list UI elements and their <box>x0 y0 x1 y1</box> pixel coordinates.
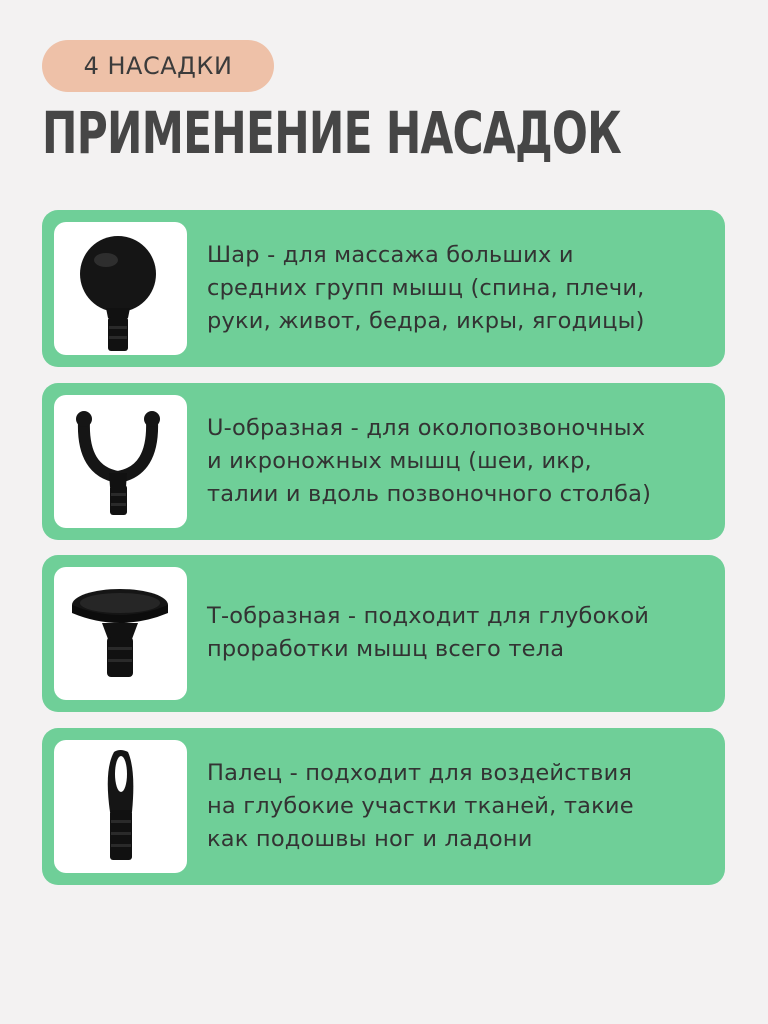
u-shaped-attachment-icon <box>54 395 187 528</box>
description-line: как подошвы ног и ладони <box>207 826 533 852</box>
finger-attachment-icon <box>54 740 187 873</box>
flat-t-shaped-attachment-icon <box>54 567 187 700</box>
page-title: ПРИМЕНЕНИЕ НАСАДОК <box>42 99 622 167</box>
attachment-card-ball <box>42 210 725 367</box>
attachment-description <box>207 600 705 666</box>
attachment-description <box>207 239 705 338</box>
description-line: Т-образная - подходит для глубокой <box>207 603 650 629</box>
description-line: талии и вдоль позвоночного столба) <box>207 481 652 507</box>
description-line: средних групп мышц (спина, плечи, <box>207 275 645 301</box>
attachment-card-t-shaped <box>42 555 725 712</box>
attachment-image-frame <box>54 222 187 355</box>
description-line: проработки мышц всего тела <box>207 636 565 662</box>
attachment-card-finger <box>42 728 725 885</box>
attachment-image-frame <box>54 567 187 700</box>
ball-head-attachment-icon <box>54 222 187 355</box>
description-line: на глубокие участки тканей, такие <box>207 793 634 819</box>
attachment-image-frame <box>54 395 187 528</box>
attachments-count-badge <box>42 40 274 92</box>
description-line: руки, живот, бедра, икры, ягодицы) <box>207 308 645 334</box>
attachment-image-frame <box>54 740 187 873</box>
attachment-description <box>207 412 705 511</box>
attachment-card-u-shaped <box>42 383 725 540</box>
description-line: U-образная - для околопозвоночных <box>207 415 646 441</box>
description-line: Шар - для массажа больших и <box>207 242 574 268</box>
description-line: Палец - подходит для воздействия <box>207 760 633 786</box>
attachment-description <box>207 757 705 856</box>
badge-label: 4 НАСАДКИ <box>83 52 233 80</box>
description-line: и икроножных мышц (шеи, икр, <box>207 448 592 474</box>
